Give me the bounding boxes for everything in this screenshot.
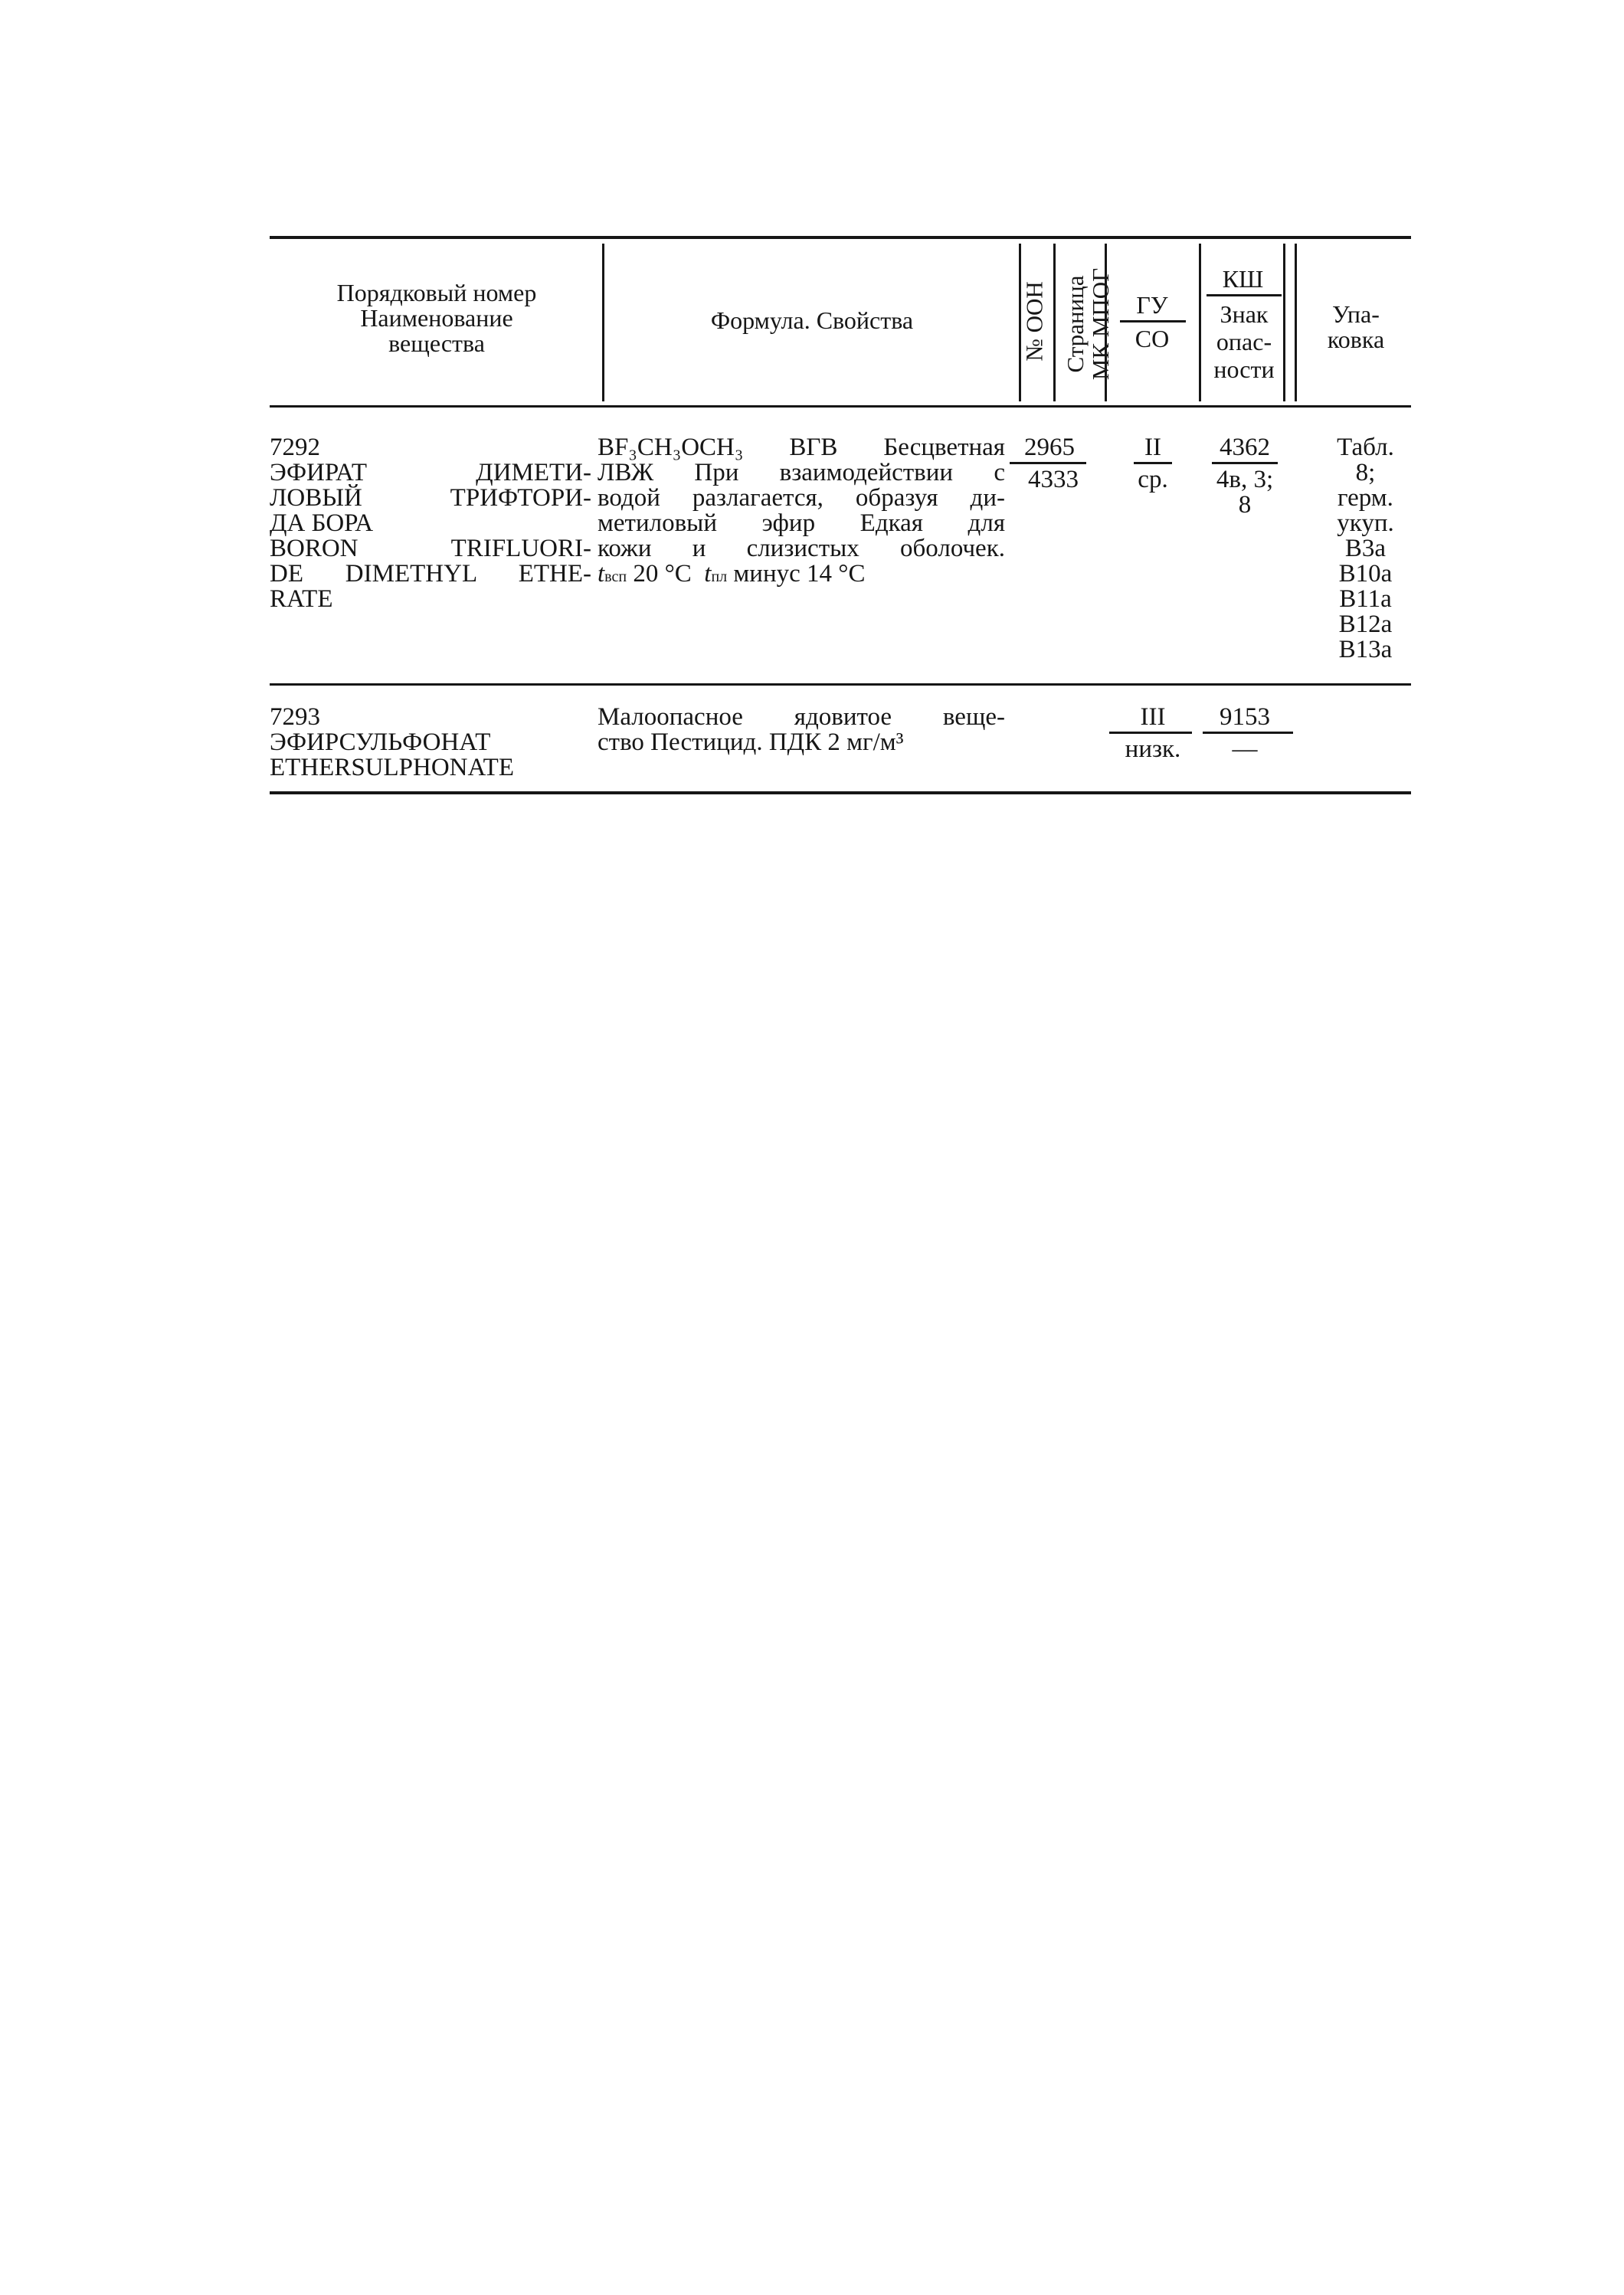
header-divider xyxy=(1199,244,1201,401)
row-7292-un-fraction xyxy=(1010,462,1086,464)
header-divider xyxy=(602,244,604,401)
header-col-formula: Формула. Свойства xyxy=(710,306,914,334)
header-col-page-mk: Страница МК МПОГ xyxy=(1062,267,1114,381)
row-7293-so: низк. xyxy=(1125,735,1181,763)
header-col-hazard-sign: Знак опас- ности xyxy=(1213,300,1275,383)
row-divider-rule xyxy=(270,683,1411,686)
row-7292-mk-page: 4333 xyxy=(1028,466,1079,493)
row-7293-hazard-sign: — xyxy=(1232,735,1258,763)
header-gu-fraction-line xyxy=(1120,320,1186,322)
row-7293-gu-fraction xyxy=(1109,732,1192,734)
table-bottom-rule xyxy=(270,791,1411,794)
table-top-rule xyxy=(270,236,1411,239)
row-7293-properties: Малоопасное ядовитое веще- ство Пестицид. ПДК 2 мг/м³ xyxy=(598,703,1005,756)
row-7292-so: ср. xyxy=(1138,466,1168,493)
header-col-packaging: Упа- ковка xyxy=(1327,300,1385,353)
row-7293-gu: III xyxy=(1140,703,1166,731)
row-7293-ksh-fraction xyxy=(1203,732,1293,734)
formula: BF₃CH₃OCH₃ xyxy=(598,434,744,461)
row-7292-packaging: Табл. 8; герм. укуп. В3а В10а В11а В12а В13а xyxy=(1337,434,1394,663)
header-col-gu: ГУ xyxy=(1136,291,1168,319)
header-col-number-name: Порядковый номер Наименование вещества xyxy=(336,279,537,357)
row-7292-properties: BF₃CH₃OCH₃ ВГВ Бесцветная ЛВЖ При взаимодействии с водой разлагается, образуя ди- метиловый эфир Едкая для кожи и слизистых оболочек. tвсп 20 °C tпл минус 14 °C xyxy=(598,434,1005,588)
row-7292-un-number: 2965 xyxy=(1024,434,1075,461)
row-7293-name: 7293 ЭФИРСУЛЬФОНАТ ETHERSULPHONATE xyxy=(270,703,514,781)
header-divider xyxy=(1295,244,1297,401)
row-7293-ksh: 9153 xyxy=(1220,703,1270,731)
header-bottom-rule xyxy=(270,405,1411,408)
row-7292-gu: II xyxy=(1144,434,1161,461)
header-ksh-fraction-line xyxy=(1207,294,1282,296)
header-col-so: СО xyxy=(1135,325,1170,352)
header-col-ksh: КШ xyxy=(1222,265,1264,293)
header-col-un-number: № ООН xyxy=(1020,281,1048,362)
header-divider xyxy=(1053,244,1056,401)
row-7292-gu-fraction xyxy=(1134,462,1172,464)
row-7292-name: 7292 ЭФИРАТ ДИМЕТИ- ЛОВЫЙ ТРИФТОРИ- ДА БОРА BORON TRIFLUORI- DE DIMETHYL ETHE- RATE xyxy=(270,434,591,613)
row-7292-ksh: 4362 xyxy=(1220,434,1270,461)
row-7292-hazard-sign: 4в, 3; 8 xyxy=(1216,466,1274,519)
row-7292-ksh-fraction xyxy=(1212,462,1278,464)
